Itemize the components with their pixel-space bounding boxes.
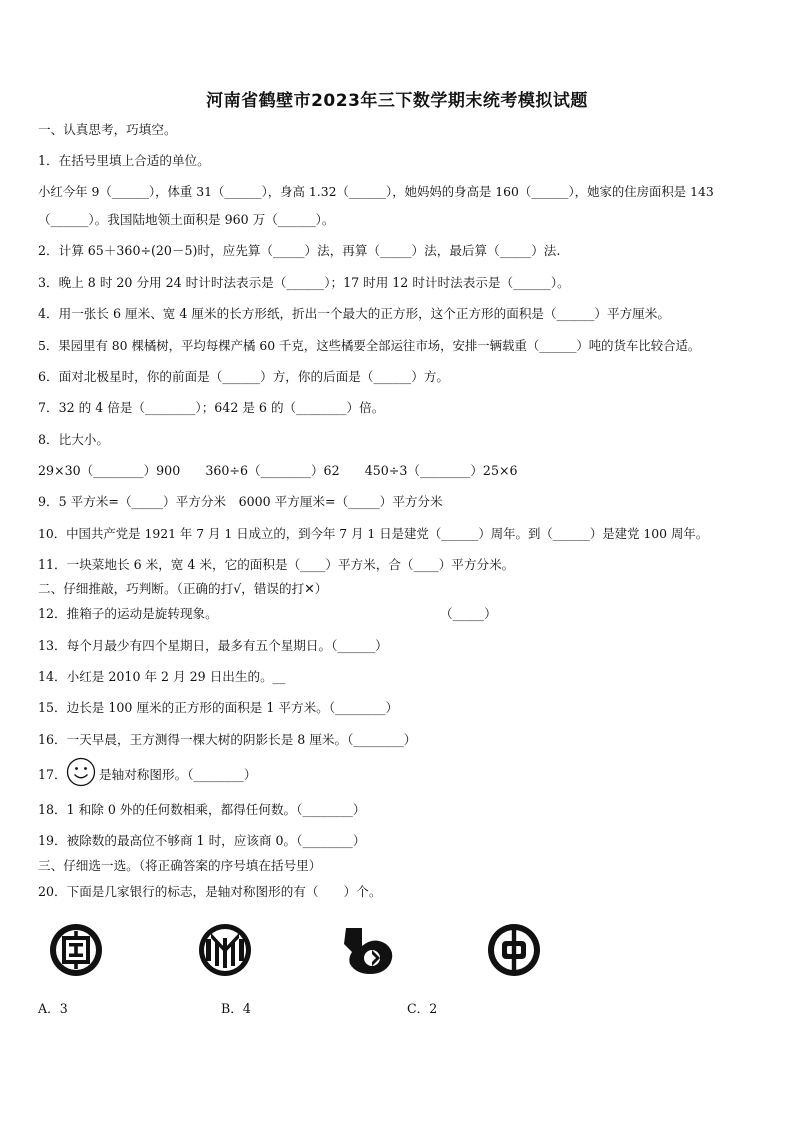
section-3-heading: 三、仔细选一选。（将正确答案的序号填在括号里）: [38, 858, 322, 873]
page-title: 河南省鹤壁市2023年三下数学期末统考模拟试题: [206, 91, 588, 111]
question-12-blank: （_____）: [440, 606, 497, 621]
question-5: 5．果园里有 80 棵橘树，平均每棵产橘 60 千克，这些橘要全部运往市场，安排一辆载重（______）吨的货车比较合适。: [38, 338, 701, 353]
question-9: 9．5 平方米=（_____）平方分米 6000 平方厘米=（_____）平方分米: [38, 494, 443, 509]
question-4: 4．用一张长 6 厘米、宽 4 厘米的长方形纸，折出一个最大的正方形，这个正方形的面积是（______）平方厘米。: [38, 306, 670, 321]
question-11: 11．一块菜地长 6 米，宽 4 米，它的面积是（____）平方米，合（____）平方分米。: [38, 557, 515, 572]
section-1-heading: 一、认真思考，巧填空。: [38, 122, 177, 137]
option-a[interactable]: A．3: [38, 1001, 68, 1016]
question-14: 14．小红是 2010 年 2 月 29 日出生的。__: [38, 669, 286, 684]
question-8: 8．比大小。: [38, 432, 109, 447]
question-1: 1．在括号里填上合适的单位。: [38, 153, 210, 168]
question-19: 19．被除数的最高位不够商 1 时，应该商 0。（________）: [38, 833, 366, 848]
question-13: 13．每个月最少有四个星期日，最多有五个星期日。（______）: [38, 638, 388, 653]
option-c[interactable]: C．2: [407, 1001, 438, 1016]
icbc-logo-icon: [48, 922, 104, 978]
question-1-line-1: 小红今年 9（______），体重 31（______），身高 1.32（______），她妈妈的身高是 160（______），她家的住房面积是 143: [38, 184, 714, 199]
question-3: 3．晚上 8 时 20 分用 24 时计时法表示是（______）；17 时用 12 时计时法表示是（______）。: [38, 275, 570, 290]
smiley-face-icon: [66, 757, 96, 787]
section-2-heading: 二、仔细推敲，巧判断。（正确的打√，错误的打✕）: [38, 581, 328, 596]
question-17-text: 是轴对称图形。（________）: [99, 767, 257, 782]
question-8-comparisons: 29×30（________）900 360÷6（________）62 450÷3（________）25×6: [38, 463, 518, 478]
question-7: 7．32 的 4 倍是（________）；642 是 6 的（________）倍。: [38, 400, 385, 415]
question-17-number: 17．: [38, 767, 67, 782]
question-6: 6．面对北极星时，你的前面是（______）方，你的后面是（______）方。: [38, 369, 450, 384]
question-2: 2．计算 65＋360÷(20－5)时，应先算（_____）法，再算（_____）法，最后算（_____）法.: [38, 243, 561, 258]
option-b[interactable]: B．4: [221, 1001, 251, 1016]
question-20: 20．下面是几家银行的标志，是轴对称图形的有（ ）个。: [38, 884, 382, 899]
question-18: 18．1 和除 0 外的任何数相乘，都得任何数。（________）: [38, 802, 366, 817]
bank-of-china-logo-icon: [486, 922, 542, 978]
question-16: 16．一天早晨，王方测得一棵大树的阴影长是 8 厘米。（________）: [38, 732, 417, 747]
citic-logo-icon: [197, 922, 253, 978]
question-10: 10．中国共产党是 1921 年 7 月 1 日成立的，到今年 7 月 1 日是建党（______）周年。到（______）是建党 100 周年。: [38, 526, 709, 541]
bank-logo-icon: [340, 922, 396, 978]
question-12: 12．推箱子的运动是旋转现象。: [38, 606, 218, 621]
question-15: 15．边长是 100 厘米的正方形的面积是 1 平方米。（________）: [38, 700, 399, 715]
question-1-line-2: （______）。我国陆地领土面积是 960 万（______）。: [38, 212, 335, 227]
